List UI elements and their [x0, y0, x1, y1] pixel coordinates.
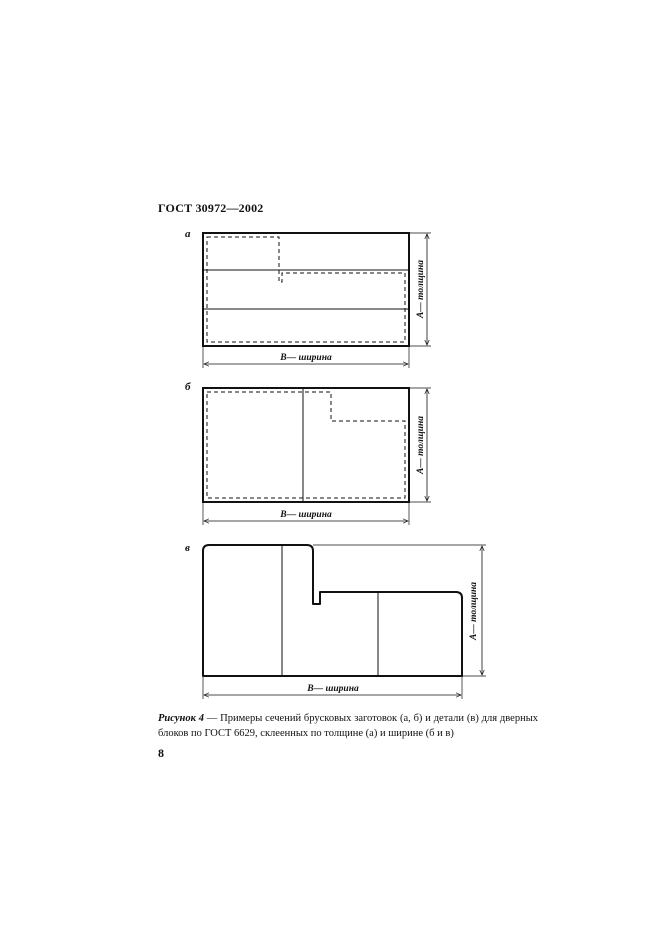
figure-c-letter: в: [185, 542, 190, 554]
figure-b-drawing: [203, 388, 431, 525]
figure-c-drawing: [203, 545, 486, 699]
figure-b-width-label: В— ширина: [280, 510, 332, 520]
caption-text: — Примеры сечений брусковых заготовок (а, б) и детали (в) для дверных блоков по ГОСТ 6629, склеенных по толщине (а) и ширине (б и в): [158, 713, 538, 739]
figure-a-width-label: В— ширина: [280, 353, 332, 363]
page-number: 8: [158, 746, 164, 760]
caption-label: Рисунок 4: [158, 713, 204, 724]
figure-c-width-label: В— ширина: [307, 684, 359, 694]
figure-b-thickness-label: А— толщина: [416, 415, 426, 475]
figure-caption: [158, 711, 538, 741]
figure-b-letter: б: [185, 381, 191, 393]
figure-a-drawing: [203, 233, 431, 368]
document-header: ГОСТ 30972—2002: [158, 201, 264, 215]
figure-c-thickness-label: А— толщина: [469, 581, 479, 641]
figure-a-letter: а: [185, 228, 191, 240]
figure-a-thickness-label: А— толщина: [416, 259, 426, 319]
